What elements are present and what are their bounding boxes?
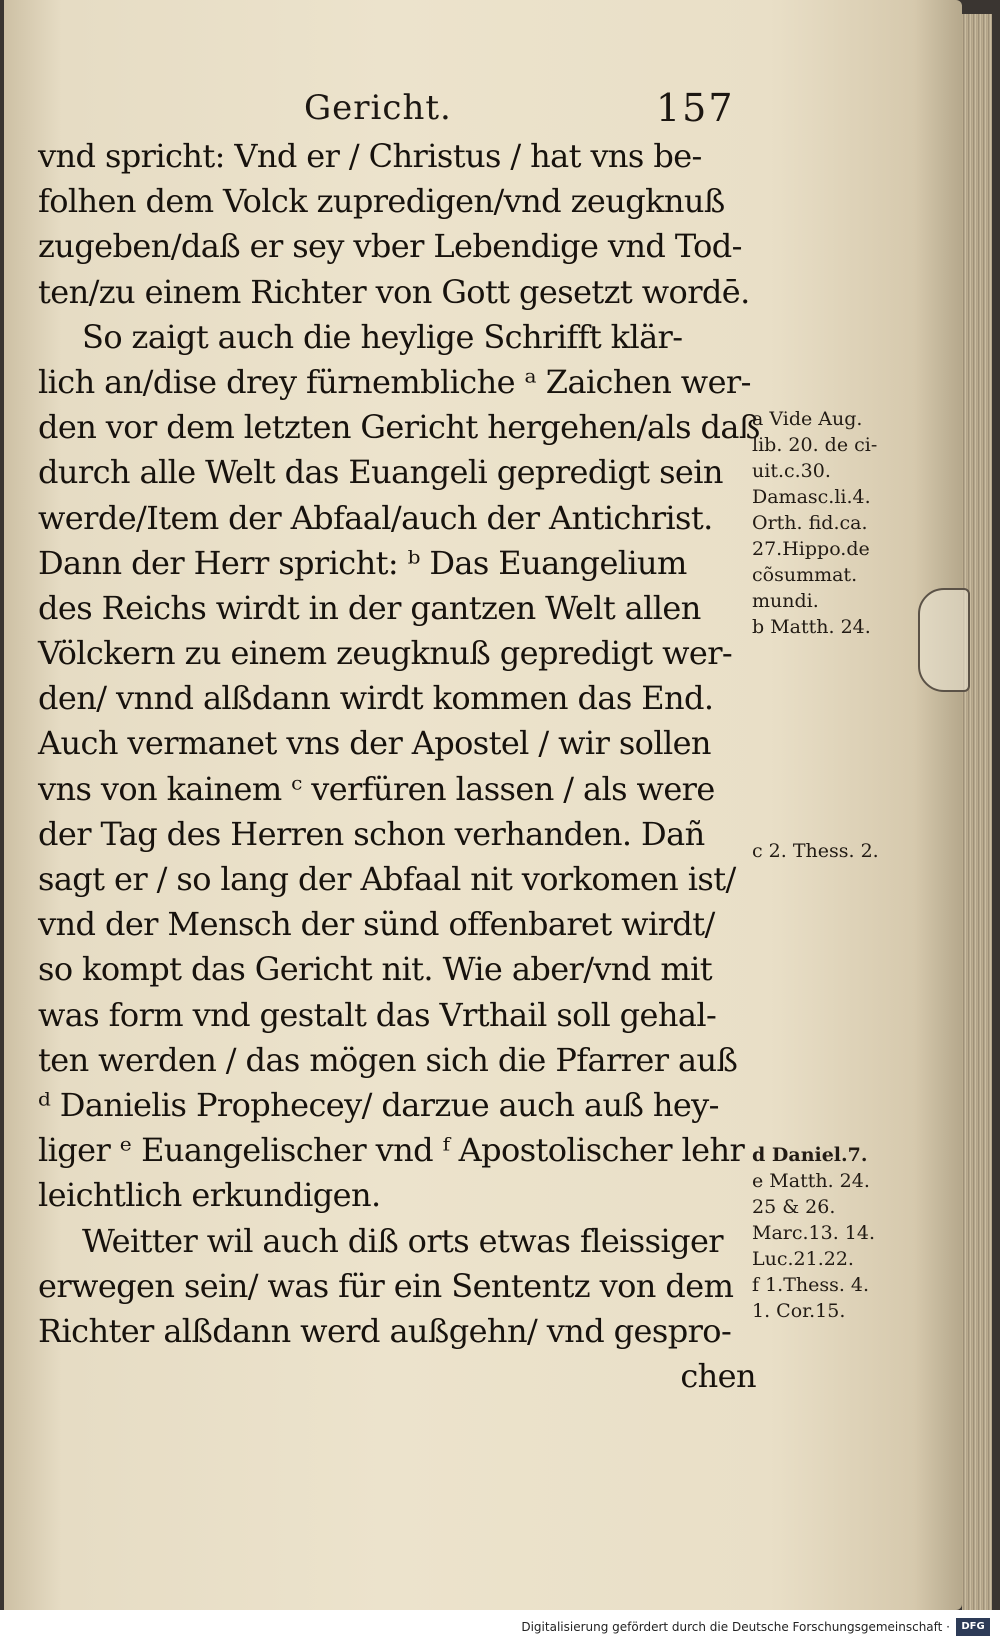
catchword: chen — [680, 1357, 756, 1396]
text-line: vns von kainem ᶜ verfüren lassen / als were — [38, 769, 715, 808]
text-line: vnd der Mensch der sünd offenbaret wirdt/ — [38, 905, 715, 944]
margin-note: Orth. fid.ca. — [752, 512, 868, 534]
margin-note: b Matth. 24. — [752, 616, 871, 638]
page-number: 157 — [656, 86, 735, 130]
margin-note: f 1.Thess. 4. — [752, 1274, 870, 1296]
margin-note: cõsummat. — [752, 564, 858, 586]
text-line: Richter alßdann werd außgehn/ vnd gespro- — [38, 1311, 732, 1350]
margin-note: c 2. Thess. 2. — [752, 840, 879, 862]
text-line: folhen dem Volck zupredigen/vnd zeugknuß — [38, 182, 725, 221]
margin-note: d Daniel.7. — [752, 1144, 868, 1166]
margin-note: 27.Hippo.de — [752, 538, 870, 560]
margin-note: 1. Cor.15. — [752, 1300, 846, 1322]
bookmark-tab — [918, 588, 970, 692]
text-line: ten werden / das mögen sich die Pfarrer auß — [38, 1040, 738, 1079]
text-line: was form vnd gestalt das Vrthail soll gehal- — [38, 995, 717, 1034]
text-line: erwegen sein/ was für ein Sententz von dem — [38, 1266, 734, 1305]
margin-note: e Matth. 24. — [752, 1170, 870, 1192]
margin-note: mundi. — [752, 590, 819, 612]
text-line: ᵈ Danielis Prophecey/ darzue auch auß hey- — [38, 1085, 719, 1124]
text-line: den/ vnnd alßdann wirdt kommen das End. — [38, 679, 714, 718]
text-line: So zaigt auch die heylige Schrifft klär- — [82, 317, 683, 356]
margin-note: 25 & 26. — [752, 1196, 836, 1218]
page-edges — [962, 14, 992, 1610]
text-line: werde/Item der Abfaal/auch der Antichrist. — [38, 498, 713, 537]
margin-note: a Vide Aug. — [752, 408, 863, 430]
text-line: der Tag des Herren schon verhanden. Dañ — [38, 814, 705, 853]
dfg-logo: DFG — [956, 1618, 990, 1636]
text-line: des Reichs wirdt in der gantzen Welt allen — [38, 588, 701, 627]
margin-note: Damasc.li.4. — [752, 486, 871, 508]
margin-note: lib. 20. de ci- — [752, 434, 878, 456]
text-line: den vor dem letzten Gericht hergehen/als daß — [38, 408, 760, 447]
text-line: ten/zu einem Richter von Gott gesetzt wordē. — [38, 272, 750, 311]
running-header: Gericht. — [304, 88, 452, 128]
text-line: zugeben/daß er sey vber Lebendige vnd Tod- — [38, 227, 742, 266]
text-line: Dann der Herr spricht: ᵇ Das Euangelium — [38, 543, 687, 582]
text-line: sagt er / so lang der Abfaal nit vorkomen ist/ — [38, 860, 736, 898]
text-line: so kompt das Gericht nit. Wie aber/vnd mit — [38, 950, 713, 989]
text-line: liger ᵉ Euangelischer vnd ᶠ Apostolischer lehr — [38, 1131, 745, 1170]
text-line: vnd spricht: Vnd er / Christus / hat vns be- — [38, 137, 702, 175]
margin-note: uit.c.30. — [752, 460, 831, 482]
text-line: durch alle Welt das Euangeli gepredigt sein — [38, 453, 723, 492]
footer-bar — [0, 1610, 1000, 1644]
book-page — [4, 0, 962, 1610]
body-text — [38, 134, 758, 1399]
text-line: Weitter wil auch diß orts etwas fleissiger — [82, 1221, 723, 1260]
funding-note: Digitalisierung gefördert durch die Deutsche Forschungsgemeinschaft · — [521, 1620, 950, 1634]
margin-note: Luc.21.22. — [752, 1248, 854, 1270]
text-line: lich an/dise drey fürnembliche ᵃ Zaichen wer- — [38, 362, 751, 401]
text-line: Auch vermanet vns der Apostel / wir sollen — [38, 724, 711, 763]
text-line: leichtlich erkundigen. — [38, 1176, 381, 1215]
margin-note: Marc.13. 14. — [752, 1222, 876, 1244]
text-line: Völckern zu einem zeugknuß gepredigt wer- — [38, 634, 733, 673]
